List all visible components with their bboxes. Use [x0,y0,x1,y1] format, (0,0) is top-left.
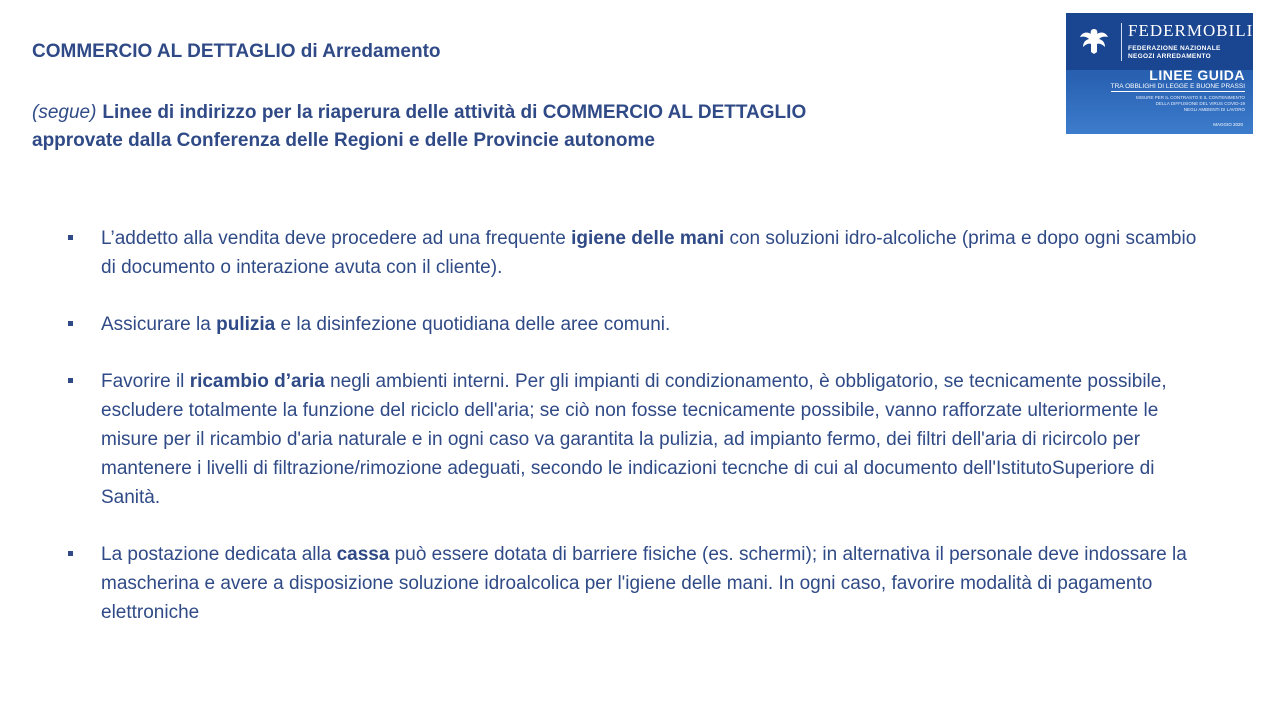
slide-title: COMMERCIO AL DETTAGLIO di Arredamento [32,41,441,62]
logo-divider [1121,23,1122,61]
logo-guide-title: LINEE GUIDA [1149,67,1245,83]
subtitle-line-1: Linee di indirizzo per la riaperura delle attività di COMMERCIO AL DETTAGLIO [102,102,807,123]
bullet-text-before: Favorire il [101,371,190,392]
bullet-text-after: può essere dotata di barriere fisiche (es. schermi); in alternativa il personale deve indossare la mascherina e avere a disposizione soluzione idroalcolica per l'igiene delle mani. In ogni caso, favorire modalità di pagamento elettroniche [101,544,1187,623]
logo-fed-line-1: FEDERAZIONE NAZIONALE [1128,45,1221,52]
bullet-text-before: La postazione dedicata alla [101,544,337,565]
slide-subtitle [32,99,932,155]
federmobili-logo-banner [1066,13,1253,134]
bullet-marker-icon [68,321,73,326]
logo-federation [1128,45,1221,61]
bullet-text-before: Assicurare la [101,314,217,335]
bullet-marker-icon [68,551,73,556]
subtitle-prefix: (segue) [32,102,97,123]
bullet-marker-icon [68,378,73,383]
bullet-list [68,224,1208,655]
bullet-text-bold: pulizia [216,314,276,335]
logo-fed-line-2: NEGOZI ARREDAMENTO [1128,53,1212,60]
logo-guide-subtitle: TRA OBBLIGHI DI LEGGE E BUONE PRASSI [1110,83,1245,90]
logo-brand: FEDERMOBILI [1128,21,1253,40]
bullet-item-cash-desk [68,540,1208,627]
logo-date: MAGGIO 2020 [1213,122,1243,127]
bullet-item-air-exchange [68,367,1208,512]
bullet-text-bold: ricambio d’aria [189,371,325,392]
bullet-text-before: L’addetto alla vendita deve procedere ad una frequente [101,228,572,249]
bullet-item-cleaning [68,310,1208,339]
logo-misure [1136,95,1245,113]
bullet-marker-icon [68,235,73,240]
logo-misure-line-3: NEGLI AMBIENTI DI LAVORO [1183,107,1245,112]
bullet-text-bold: igiene delle mani [571,228,725,249]
logo-misure-line-1: MISURE PER IL CONTRASTO E IL CONTENIMENTO [1135,95,1245,100]
eagle-icon [1078,25,1110,57]
bullet-text-after: con soluzioni idro-alcoliche (prima e dopo ogni scambio di documento o interazione avuta con il cliente). [101,228,1197,278]
logo-misure-line-2: DELLA DIFFUSIONE DEL VIRUS COVID-19 [1155,101,1245,106]
subtitle-line-2: approvate dalla Conferenza delle Regioni e delle Provincie autonome [32,130,655,151]
bullet-text-bold: cassa [336,544,390,565]
bullet-item-hand-hygiene [68,224,1208,282]
bullet-text-after: e la disinfezione quotidiana delle aree comuni. [275,314,671,335]
bullet-text-after: negli ambienti interni. Per gli impianti di condizionamento, è obbligatorio, se tecnicamente possibile, escludere totalmente la funzione del riciclo dell'aria; se ciò non fosse tecnicamente possibile, vanno rafforzate ulteriormente le misure per il ricambio d'aria naturale e in ogni caso va garantita la pulizia, ad impianto fermo, dei filtri dell'aria di ricircolo per mantenere i livelli di filtrazione/rimozione adeguati, secondo le indicazioni tecnche di cui al documento dell'IstitutoSuperiore di Sanità. [101,371,1167,508]
